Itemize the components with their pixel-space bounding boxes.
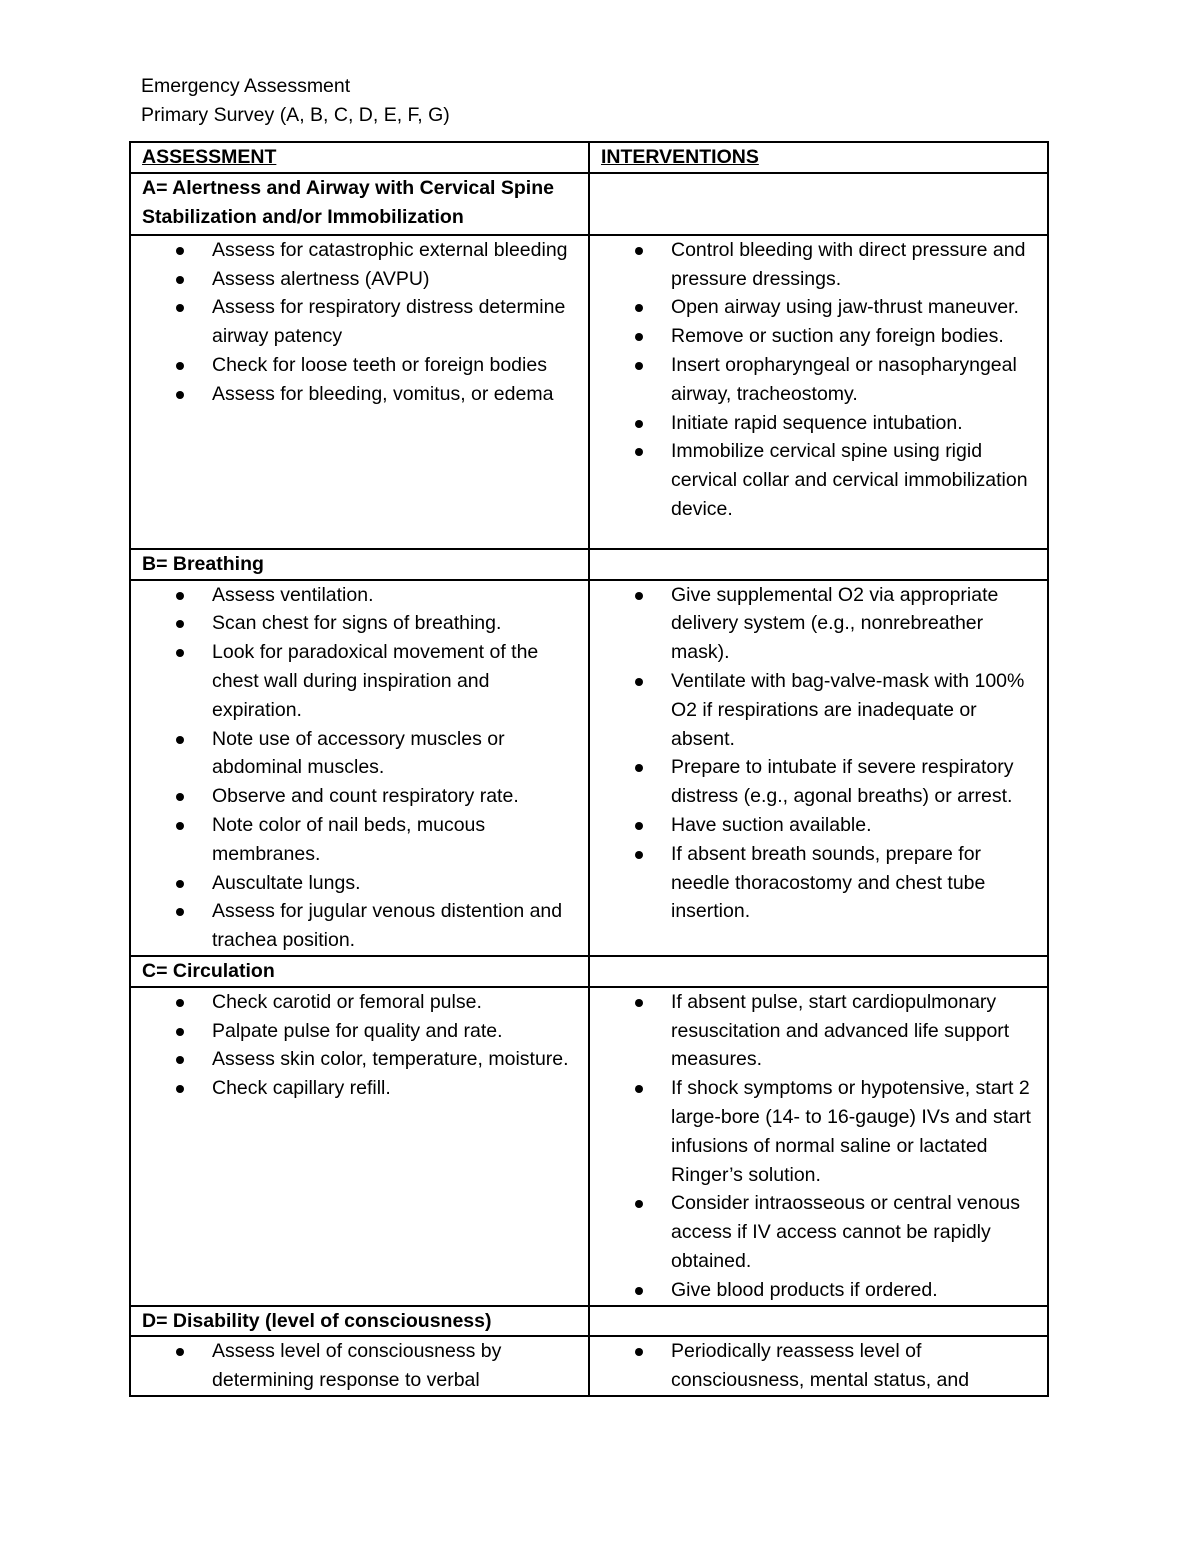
section-d-body-row	[130, 1336, 1048, 1396]
section-b-heading-row	[130, 549, 1048, 580]
section-c-assessment-list	[142, 988, 578, 1103]
document-title: Emergency Assessment	[141, 75, 351, 97]
bullet-icon	[635, 1200, 643, 1208]
section-b-assessment-list	[142, 581, 578, 955]
assessment-column-header: ASSESSMENT	[130, 142, 589, 173]
bullet-icon	[176, 247, 184, 255]
section-c-heading-empty-cell	[589, 956, 1048, 987]
bullet-icon	[635, 333, 643, 341]
section-d-interventions-cell	[589, 1336, 1048, 1396]
list-item: Prepare to intubate if severe respiratory distress (e.g., agonal breaths) or arrest.	[601, 753, 1037, 811]
section-d-assessment-cell	[130, 1336, 589, 1396]
bullet-icon	[635, 1287, 643, 1295]
list-item: If absent pulse, start cardiopulmonary resuscitation and advanced life support measures.	[601, 988, 1037, 1074]
section-c-body-row	[130, 987, 1048, 1306]
bullet-icon	[176, 1056, 184, 1064]
list-item: Open airway using jaw-thrust maneuver.	[601, 293, 1037, 322]
section-a-assessment-list	[142, 236, 578, 409]
list-item: Assess for catastrophic external bleeding	[142, 236, 578, 265]
section-b-interventions-list	[601, 581, 1037, 927]
bullet-icon	[635, 362, 643, 370]
bullet-icon	[176, 592, 184, 600]
list-item: Consider intraosseous or central venous access if IV access cannot be rapidly obtained.	[601, 1189, 1037, 1275]
list-item: Check capillary refill.	[142, 1074, 578, 1103]
bullet-icon	[176, 908, 184, 916]
bullet-icon	[176, 620, 184, 628]
section-d-heading-empty-cell	[589, 1306, 1048, 1337]
bullet-icon	[176, 1085, 184, 1093]
list-item: Have suction available.	[601, 811, 1037, 840]
list-item: Assess ventilation.	[142, 581, 578, 610]
list-item: Scan chest for signs of breathing.	[142, 609, 578, 638]
list-item: Give supplemental O2 via appropriate delivery system (e.g., nonrebreather mask).	[601, 581, 1037, 667]
section-a-heading-empty-cell	[589, 173, 1048, 235]
bullet-icon	[635, 592, 643, 600]
bullet-icon	[176, 1348, 184, 1356]
list-item: Assess for jugular venous distention and trachea position.	[142, 897, 578, 955]
list-item: Initiate rapid sequence intubation.	[601, 409, 1037, 438]
section-a-assessment-cell	[130, 235, 589, 549]
list-item: Periodically reassess level of consciousness, mental status, and	[601, 1337, 1037, 1395]
bullet-icon	[176, 822, 184, 830]
section-a-interventions-cell	[589, 235, 1048, 549]
list-item: Immobilize cervical spine using rigid cervical collar and cervical immobilization device.	[601, 437, 1037, 523]
section-a-body-row	[130, 235, 1048, 549]
section-c-heading-row	[130, 956, 1048, 987]
bullet-icon	[635, 851, 643, 859]
bullet-icon	[635, 678, 643, 686]
bullet-icon	[176, 793, 184, 801]
section-b-heading: B= Breathing	[130, 549, 589, 580]
section-b-body-row	[130, 580, 1048, 956]
bullet-icon	[176, 736, 184, 744]
section-d-heading-row	[130, 1306, 1048, 1337]
list-item: Palpate pulse for quality and rate.	[142, 1017, 578, 1046]
section-c-interventions-list	[601, 988, 1037, 1305]
section-b-heading-empty-cell	[589, 549, 1048, 580]
list-item: Assess level of consciousness by determining response to verbal	[142, 1337, 578, 1395]
section-b-assessment-cell	[130, 580, 589, 956]
section-c-assessment-cell	[130, 987, 589, 1306]
bullet-icon	[635, 420, 643, 428]
list-item: Give blood products if ordered.	[601, 1276, 1037, 1305]
section-a-heading: A= Alertness and Airway with Cervical Spine Stabilization and/or Immobilization	[130, 173, 589, 235]
list-item: Observe and count respiratory rate.	[142, 782, 578, 811]
document-subtitle: Primary Survey (A, B, C, D, E, F, G)	[141, 104, 450, 126]
bullet-icon	[635, 304, 643, 312]
bullet-icon	[176, 649, 184, 657]
bullet-icon	[176, 1028, 184, 1036]
list-item: Note use of accessory muscles or abdominal muscles.	[142, 725, 578, 783]
list-item: If shock symptoms or hypotensive, start 2 large-bore (14- to 16-gauge) IVs and start infusions of normal saline or lactated Ringer’s solution.	[601, 1074, 1037, 1189]
section-a-interventions-list	[601, 236, 1037, 524]
bullet-icon	[635, 822, 643, 830]
section-d-heading: D= Disability (level of consciousness)	[130, 1306, 589, 1337]
list-item: Control bleeding with direct pressure and pressure dressings.	[601, 236, 1037, 294]
bullet-icon	[176, 999, 184, 1007]
section-a-heading-row	[130, 173, 1048, 235]
section-c-heading: C= Circulation	[130, 956, 589, 987]
list-item: Assess skin color, temperature, moisture.	[142, 1045, 578, 1074]
list-item: Ventilate with bag-valve-mask with 100% O2 if respirations are inadequate or absent.	[601, 667, 1037, 753]
bullet-icon	[635, 247, 643, 255]
bullet-icon	[635, 448, 643, 456]
list-item: Assess for bleeding, vomitus, or edema	[142, 380, 578, 409]
list-item: If absent breath sounds, prepare for needle thoracostomy and chest tube insertion.	[601, 840, 1037, 926]
list-item: Insert oropharyngeal or nasopharyngeal airway, tracheostomy.	[601, 351, 1037, 409]
interventions-column-header: INTERVENTIONS	[589, 142, 1048, 173]
bullet-icon	[176, 304, 184, 312]
section-c-interventions-cell	[589, 987, 1048, 1306]
bullet-icon	[635, 1085, 643, 1093]
list-item: Assess for respiratory distress determine airway patency	[142, 293, 578, 351]
list-item: Remove or suction any foreign bodies.	[601, 322, 1037, 351]
bullet-icon	[176, 276, 184, 284]
section-b-interventions-cell	[589, 580, 1048, 956]
table-header-row	[130, 142, 1048, 173]
list-item: Note color of nail beds, mucous membranes.	[142, 811, 578, 869]
list-item: Assess alertness (AVPU)	[142, 265, 578, 294]
bullet-icon	[176, 362, 184, 370]
list-item: Check for loose teeth or foreign bodies	[142, 351, 578, 380]
list-item: Check carotid or femoral pulse.	[142, 988, 578, 1017]
bullet-icon	[635, 1348, 643, 1356]
bullet-icon	[176, 391, 184, 399]
section-d-interventions-list	[601, 1337, 1037, 1395]
bullet-icon	[635, 764, 643, 772]
section-d-assessment-list	[142, 1337, 578, 1395]
page-header	[141, 72, 450, 130]
bullet-icon	[635, 999, 643, 1007]
primary-survey-table	[129, 141, 1049, 1397]
list-item: Auscultate lungs.	[142, 869, 578, 898]
list-item: Look for paradoxical movement of the chest wall during inspiration and expiration.	[142, 638, 578, 724]
bullet-icon	[176, 880, 184, 888]
